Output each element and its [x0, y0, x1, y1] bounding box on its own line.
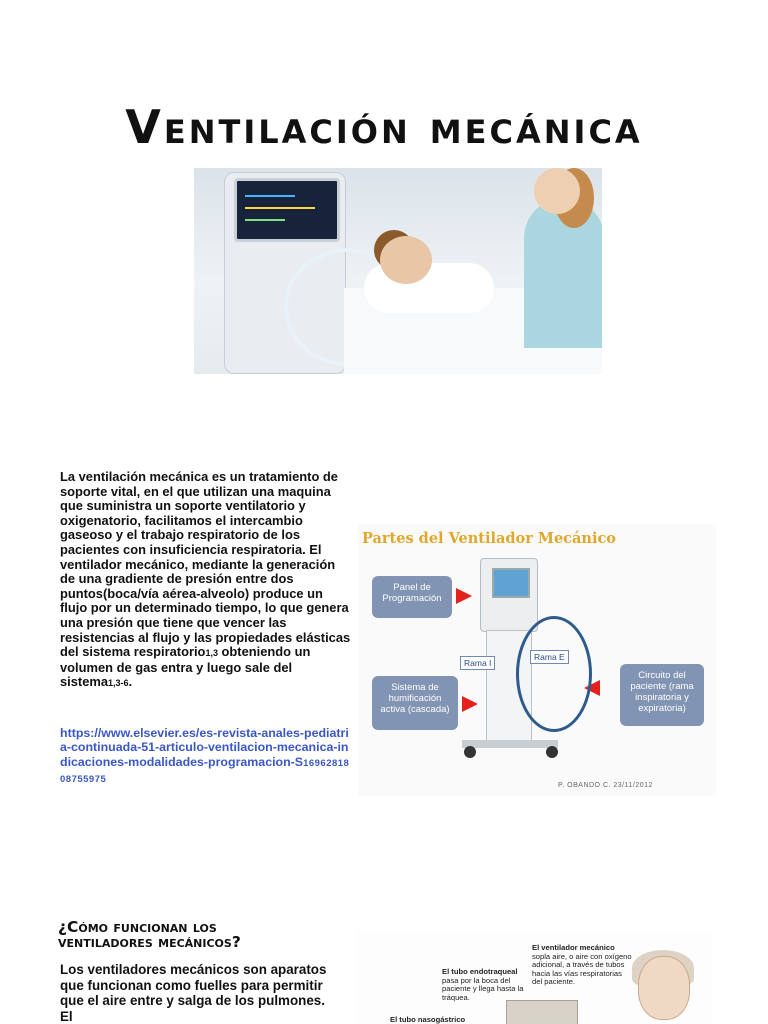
ventilator-parts-diagram: [358, 524, 716, 796]
nasog-caption-bold: El tubo nasogástrico: [390, 1015, 466, 1024]
tube-caption-text: pasa por la boca del paciente y llega hasta la tráquea.: [442, 975, 524, 1002]
panel-label: Panel de Programación: [372, 576, 452, 618]
device-shape: [506, 1000, 578, 1024]
hose-shape: [516, 616, 592, 732]
intro-period: .: [128, 674, 133, 690]
vent-caption-bold: El ventilador mecánico: [532, 943, 615, 952]
rama-i-label: Rama I: [460, 656, 495, 670]
ventilator-illustration: [356, 930, 712, 1024]
intro-text-end: obteniendo un volumen de gas entra y luego sale del sistema: [60, 644, 311, 690]
figure-face-shape: [638, 956, 690, 1020]
source-link-tail[interactable]: 1696281808755975: [60, 757, 350, 785]
diagram-footer: P. OBANDO C. 23/11/2012: [558, 782, 653, 789]
intro-paragraph: [60, 470, 352, 691]
tube-caption-bold: El tubo endotraqueal: [442, 967, 518, 976]
vent-caption-text: sopla aire, o aire con oxígeno adicional, a través de tubos hacia las vías respiratorias del paciente.: [532, 951, 632, 987]
patient-head-shape: [380, 236, 432, 284]
ventilator-photo: [194, 168, 602, 374]
rama-e-label: Rama E: [530, 650, 569, 664]
circuit-label: Circuito del paciente (rama inspiratoria y expiratoria): [620, 664, 704, 726]
nurse-head-shape: [534, 168, 580, 214]
nasog-caption: [390, 1016, 500, 1024]
wheel-shape: [464, 746, 476, 758]
vent-caption: [532, 944, 632, 987]
source-link-main[interactable]: https://www.elsevier.es/es-revista-anales-pediatria-continuada-51-articulo-ventilacion-mecanica-indicaciones-modalidades-programacion-S: [60, 726, 349, 769]
diagram-title: Partes del Ventilador Mecánico: [362, 530, 616, 547]
humid-label: Sistema de humificación activa (cascada): [372, 676, 458, 730]
reference-1: 1,3: [205, 648, 218, 659]
intro-text: La ventilación mecánica es un tratamiento de soporte vital, en el que utilizan una maquina que suministra un soporte ventilatorio y oxigenatorio, facilitamos el intercambio gaseoso y el trabajo respiratorio de los pacientes con insuficiencia respiratoria. El ventilador mecánico, mediante la generación de una gradiente de presión entre dos puntos(boca/vía aérea-alveolo) produce un flujo por un determinado tiempo, lo que genera una presión que tiene que vencer las resistencias al flujo y las propiedades elásticas del sistema respiratorio: [60, 469, 351, 660]
section-heading: ¿Cómo funcionan los ventiladores mecánicos?: [58, 918, 241, 951]
reference-2: 1,3-6: [108, 678, 129, 689]
arrow-right-icon: [462, 696, 478, 712]
source-link[interactable]: [60, 726, 352, 787]
arrow-right-icon: [456, 588, 472, 604]
page-title: Ventilación mecánica: [125, 100, 643, 154]
wheel-shape: [546, 746, 558, 758]
section-text: Los ventiladores mecánicos son aparatos que funcionan como fuelles para permitir que el aire entre y salga de los pulmones. El: [60, 962, 327, 1024]
machine-screen-shape: [492, 568, 530, 598]
tube-caption: [442, 968, 526, 1002]
machine-base-shape: [462, 740, 558, 748]
ventilator-screen: [234, 178, 340, 242]
